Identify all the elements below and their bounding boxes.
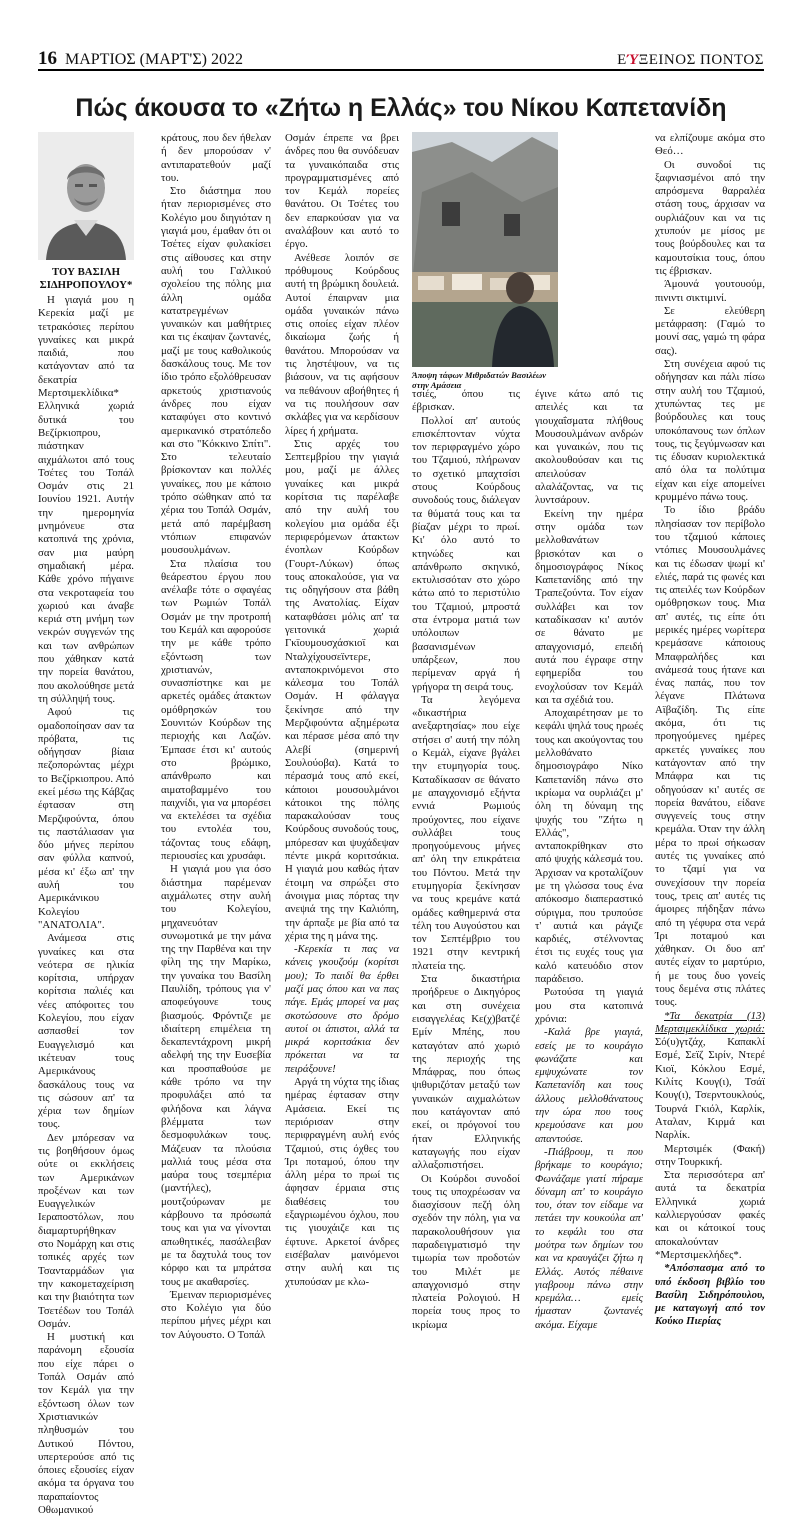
- publication-prefix: Ε: [617, 52, 627, 68]
- photo-caption: Άποψη τάφων Μιθριδατών Βασιλέων στην Αμάσεια: [412, 370, 547, 390]
- page-number: 16: [38, 48, 57, 69]
- column-5: [535, 388, 643, 1332]
- page-number-date: [38, 48, 243, 70]
- paragraph: Στα πλαίσια του θεάρεστου έργου που ανέλαβε τότε ο σφαγέας των Ρωμιών Τοπάλ Οσμάν με την προτροπή του Κεμάλ και αφορούσε την με κάθε τρόπο εξόντωση των χριστιανών, συνασπίστηκε και με αρκετές ομάδες άτακτων ομόθρησκών του Σουνιτών Κούρδων της περιοχής και Λαζών. Έμπασε έτσι κι' αυτούς στο βρώμικο, απάνθρωπο και αιματοβαμμένο του παιχνίδι, για να μπορέσει να εκτελέσει τα σχέδια του εντολέα του, τάζοντας τους εδάφη, περιουσίες και χρυσάφι.: [161, 557, 271, 863]
- column-3: [285, 132, 399, 1289]
- paragraph: Στα περισσότερα απ' αυτά τα δεκατρία Ελληνικά χωριά καλλιεργούσαν φακές και οι κάτοικοί τους αποκαλούνταν *Μερτσιμεκλήδες*.: [655, 1169, 765, 1261]
- paragraph: Άμουνά γουτουούμ, πινιντι σικτιμινί.: [655, 278, 765, 304]
- paragraph: Σε ελεύθερη μετάφραση: (Γαμώ το μουνί σας, γαμώ τη φάρα σας).: [655, 304, 765, 357]
- paragraph: Οι Κούρδοι συνοδοί τους τις υποχρέωσαν να διασχίσουν πεζή όλη σχεδόν την πόλη, για να παρακολουθήσουν για παραδειγματισμό την τιμωρία των προδοτών του Μιλέτ με απαγχονισμό στην πλατεία Ρολογιού. Η πορεία τους προς το ικρίωμα: [412, 1172, 520, 1331]
- publication-accent: Ύ: [626, 52, 639, 68]
- paragraph: Η γιαγιά μου για όσο διάστημα παρέμεναν αιχμάλωτες στην αυλή του Κολεγίου, μηχανευόταν συνωμοτικά με την μάνα της την Παρθένα και την φίλη της την Μαρίκω, την γυναίκα του Βασίλη Παυλίδη, τρόπους για ν' αποφεύγουνε τους βιασμούς. Φρόντιζε με ιδιαίτερη επιμέλεια τη δεκαπεντάχρονη μικρή αδελφή της την Ευσεβία και προσπαθούσε με κάθε τρόπο να την προφυλάξει από τα φιλήδονα και λάγνα βλέμματα των δεσμοφυλάκων τους. Μάζευαν τα πλούσια μαλλιά τους μέσα στα μαύρα τους τσεμπέρια (μαντήλες), μουτζούρωναν με κάρβουνο τα πρόσωπά τους και για να γίνονται απωθητικές, πασάλειβαν με τα δαχτυλά τους τον κόρφο και τα μπράτσα τους με ακαθαρσίες.: [161, 863, 271, 1288]
- paragraph: Αποχαιρέτησαν με το κεφάλι ψηλά τους ηρωές τους και ακούγοντας του μελλοθάνατο δημοσιογράφο Νίκο Καπετανίδη πάνω στο ικρίωμα να ουρλιάζει μ' όλη τη δύναμη της ψυχής του "Ζήτω η Ελλάς", ανταποκρίθηκαν στο από ψυχής κάλεσμά του. Άρχισαν να κροταλίζουν με τη γλώσσα τους ένα απόκοσμο διαπεραστικό σύριγμα, που τρυπούσε τ' αυτιά και ράγιζε καρδιές, στέλνοντας έτσι τις ευχές τους για καλό κατευόδιο στον παράδεισο.: [535, 707, 643, 986]
- author-note: *Απόσπασμα από το υπό έκδοση βιβλίο του Βασίλη Σιδηρόπουλου, με καταγωγή από τον Κούκο Πιερίας: [655, 1262, 765, 1328]
- paragraph: Ανάμεσα στις γυναίκες και στα νεότερα σε ηλικία κορίτσια, υπήρχαν κορίτσια παλιές και νέες απόφοιτες του Κολεγίου, που είχαν ασπασθεί τον Ευαγγελισμό και ικέτευαν τους Αμερικάνους δασκάλους τους να τις σώσουν απ' τα χέρια των δημίων τους.: [38, 932, 134, 1131]
- paragraph: Τα λεγόμενα «δικαστήρια ανεξαρτησίας» που είχε στήσει σ' αυτή την πόλη ο Κεμάλ, είχανε βγάλει την ετυμηγορία τους. Καταδίκασαν σε θάνατο με απαγχονισμό εξήντα εννιά Ρωμιούς προύχοντες, που είχανε συλλάβει τους προηγούμενους μήνες απ' όλη την επικράτεια του Πόντου. Μετά την ετυμηγορία ξεκίνησαν να τους κρεμάνε κατά ομάδες καθημερινά στα τέλη του Αυγούστου και τον Σεπτέμβριο του 1921 στην κεντρική πλατεία της.: [412, 693, 520, 972]
- quote-paragraph: -Κερεκία τι πας να κάνεις γκουζούμ (κορίτσι μου); Το παιδί θα έρθει μαζί μας όπου και να πας πάγε. Εμάς μπορεί να μας σκοτώσουνε στο δρόμο αυτοί οι άπιστοι, αλλά τα μικρά κοριτσάκια δεν πρόκειται να τα πειράξουνε!: [285, 943, 399, 1075]
- paragraph: Ανέθεσε λοιπόν σε πρόθυμους Κούρδους αυτή τη βρώμικη δουλειά. Αυτοί έπαιρναν μια ομάδα γυναικών πάνω στις οποίες είχαν πλέον δικαίωμα ζωής ή θανάτου. Μπορούσαν να τις ληστέψουν, να τις βιάσουν, να τις αφήσουν να πεθάνουν αβοήθητες ή να τις πουλήσουν σαν σκλάβες για να κερδίσουν λίρες ή χρήματα.: [285, 251, 399, 437]
- paragraph: Πολλοί απ' αυτούς επισκέπτονταν νύχτα τον περιφραγμένο χώρο του Τζαμιού, πλήρωναν το σχετικό μπαχτσίσι στους Κούρδους συνοδούς τους, διάλεγαν τα θύματά τους και τα βίαζαν μέχρι το πρωί. Κι' όλο αυτό το κτηνώδες και απάνθρωπο σκηνικό, εκτυλισσόταν στο χώρο κάτω από το περιστύλιο του Τζαμιού, μπροστά στα έντρομα ματιά των υπόλοιπων βασανισμένων υπάρξεων, που περίμεναν αργά ή γρήγορα τη σειρά τους.: [412, 414, 520, 693]
- footnote-text: Σό(υ)γτζάχ, Καπακλί Εσμέ, Σεϊζ Σιρίν, Ντερέ Κιοϊ, Κόκλου Εσμέ, Κιλίτς Κουγ(ι), Τσάϊ Κουγ(ι), Τσερντουκλούς, Τουρνά Γκιόλ, Καρλίκ, Αταλαν, Κιρμά και Ναρλίκ.: [655, 1036, 765, 1142]
- footnote: [655, 1010, 765, 1143]
- quote-paragraph: -Καλά βρε γιαγιά, εσείς με το κουράγιο φωνάζατε και εμψυχώνατε τον Καπετανίδη και τους άλλους μελλοθάνατους την ώρα που τους κρεμούσανε και μου απαντούσε.: [535, 1026, 643, 1145]
- paragraph: Στα δικαστήρια προήδρευε ο Δικηγόρος και στη συνέχεια εισαγγελέας Κε(χ)βατζέ Εμίν Μπέης, που καταγόταν από χωριό της περιοχής της Μπάφρας, που όπως ψιθυριζόταν μεταξύ των γυναικών αιχμαλώτων που κατάγονταν από εκεί, οι πρόγονοί του ήταν Ελληνικής καταγωγής που είχαν αλλαξοπιστήσει.: [412, 973, 520, 1172]
- column-6: [655, 132, 765, 1329]
- paragraph: Αργά τη νύχτα της ίδιας ημέρας έφτασαν στην Αμάσεια. Εκεί τις περιόρισαν στην περιφραγμένη αυλή ενός Τζαμιού, στις όχθες του Ίρι ποταμού, όπου την άλλη μέρα το πρωί τις άφησαν έρμαια στις διαθέσεις του εξαγριωμένου όχλου, που τις γιουχάιζε και τις έφτυνε. Αρκετοί άνδρες εισέβαλαν μαινόμενοι στην αυλή και τις χτυπούσαν με κλω-: [285, 1076, 399, 1288]
- issue-date: ΜΑΡΤΙΟΣ (ΜΑΡΤ'Σ) 2022: [65, 51, 243, 68]
- column-1: [38, 294, 134, 1517]
- paragraph: Στη συνέχεια αφού τις οδήγησαν και πάλι πίσω στην αυλή του Τζαμιού, χτυπώντας τες με βούρδουλες και τους υποκόπανους των όπλων τους, τις ξεγύμνωσαν και τις έδυσαν κυριολεκτικά από όλα τα πολύτιμα είχαν και είχε απομείνει κρυμμένο πάνω τους.: [655, 358, 765, 504]
- amasya-tombs-photo: [412, 132, 558, 367]
- paragraph: Ρωτούσα τη γιαγιά μου στα κατοπινά χρόνια:: [535, 986, 643, 1025]
- author-portrait-image: [38, 132, 134, 260]
- byline: ΤΟΥ ΒΑΣΙΛΗ ΣΙΔΗΡΟΠΟΥΛΟΥ*: [39, 266, 133, 291]
- author-portrait: [38, 132, 134, 260]
- paragraph: κράτους, που δεν ήθελαν ή δεν μπορούσαν ν' αντιπαρατεθούν μαζί του.: [161, 132, 271, 184]
- paragraph: Οι συνοδοί τις ξαφνιασμένοι από την απρόσμενα θαρραλέα στάση τους, άρχισαν να ουρλιάζουν και να τις χτυπούν με μίσος με τους βούρδουλες και τα καμουτσίκια τους, όπου τις έβρισκαν.: [655, 158, 765, 277]
- paragraph: τσιές, όπου τις έβρισκαν.: [412, 388, 520, 414]
- header-rule: [38, 69, 764, 71]
- paragraph: Εκείνη την ημέρα στην ομάδα των μελλοθανάτων βρισκόταν και ο δημοσιογράφος Νίκος Καπετανίδης από την Τραπεζούντα. Τον είχαν συλλάβει και τον καταδίκασαν κι' αυτόν σε θάνατο με απαγχονισμό, επειδή αυτά που έγραφε στην εφημερίδα του ενοχλούσαν τον Κεμάλ και τα σχέδιά του.: [535, 507, 643, 706]
- publication-rest: ΞΕΙΝΟΣ ΠΟΝΤΟΣ: [638, 52, 764, 68]
- column-4: [412, 388, 520, 1332]
- paragraph: Το ίδιο βράδυ πλησίασαν τον περίβολο του τζαμιού κάποιες ντόπιες Μουσουλμάνες και τις έδωσαν ψωμί κι' ελιές, παρά τις φωνές και τις απειλές των Κούρδων ομόθρησκων τους. Μια απ' αυτές, τις είπε ότι μερικές ημέρες νωρίτερα κρεμάσανε κάποιους Μπαφραλήδες και ανάμεσά τους ήτανε και ένας παπάς, που τον λέγανε Πλάτωνα Αϊβαζίδη. Τις είπε ακόμα, ότι τις προηγούμενες ημέρες αρκετές γυναίκες που κατάγονταν από την Μπάφρα και τις οδηγούσαν κι' αυτές σε πορεία θανάτου, είδανε συγγενείς τους στην κρεμάλα. Όταν την άλλη μέρα το πρωί σήκωσαν αυτές τις γυναίκες από το τζαμί για να συνεχίσουν την πορεία τους, τρεις απ' αυτές τις άμοιρες πήδηξαν πάνω από τη γέφυρα στα νερά Ίρι ποταμού και χάθηκαν. Οι δυο απ' αυτές είχαν το μαρτύριο, ή με τους δυο γονείς τους δεμένα στις πλάτες τους.: [655, 504, 765, 1009]
- paragraph: Δεν μπόρεσαν να τις βοηθήσουν όμως ούτε οι εκκλήσεις των Αμερικάνων προξένων και των Ευαγγελικών Ιεραποστόλων, που διαμαρτυρήθηκαν στο Νομάρχη και στις τοπικές αρχές των Τσανταρμάδων για την κακομεταχείριση και την βιαιότητα των Τσετέδων του Τοπάλ Οσμάν.: [38, 1131, 134, 1330]
- column-2: [161, 132, 271, 1342]
- paragraph: Η μυστική και παράνομη εξουσία που είχε πάρει ο Τοπάλ Οσμάν από τον Κεμάλ για την εξόντωση όλων των Χριστιανικών πληθυσμών του Δυτικού Πόντου, υπερτερούσε από τις όποιες εξουσίες είχαν ακόμα τα όργανα του παραπαίοντος Οθωμανικού: [38, 1331, 134, 1517]
- paragraph: Η γιαγιά μου η Κερεκία μαζί με τετρακόσιες περίπου γυναίκες και μικρά παιδιά, που κατάγονταν από τα δεκατρία Μερτσιμεκλίδικα* Ελληνικά χωριά δυτικά του Βεζίρκιοπρου, πιάστηκαν αιχμάλωτοι από τους Τσέτες του Τοπάλ Οσμάν στις 21 Ιουνίου 1921. Αυτήν την ημερομηνία μνημόνευε στα κατοπινά της χρόνια, σαν μια μαύρη σημαδιακή μέρα. Κάθε χρόνο πήγαινε στα νεκροταφεία του χωριού και άναβε κεριά στη μνήμη των νεκρών συγγενών της και των ανθρώπων που χάθηκαν κατά την πορεία θανάτου, που ακολούθησε μετά τη σύλληψή τους.: [38, 294, 134, 705]
- quote-paragraph: -Πιάβρουμ, τι που βρήκαμε το κουράγιο; Φωνάζαμε γιατί πήραμε δύναμη απ' το κουράγιο του, όταν τον είδαμε να πετάει την κουκούλα απ' το κεφάλι του στα μούτρα των δημίων του και να κραυγάζει ζήτω η Ελλάς. Αυτός πέθαινε γιαβρουμ πάνω στην κρεμάλα… εμείς ήμασταν ζωντανές ακόμα. Είχαμε: [535, 1145, 643, 1331]
- footnote-label: *Τα δεκατρία (13) Μερτσιμεκλίδικα χωριά:: [655, 1009, 765, 1035]
- paragraph: Αφού τις ομαδοποίησαν σαν τα πρόβατα, τις οδήγησαν βίαια πεζοπορώντας μέχρι το Βεζίρκιοπρου. Από εκεί μέσω της Κάβζας έφτασαν στη Μερζιφούντα, όπου τις παστάλιασαν για δύο μήνες περίπου σαν φύλλα καπνού, μέσα κι' έξω απ' την αυλή του Αμερικάνικου Κολεγίου "ΑΝΑΤΟΛΙΑ".: [38, 706, 134, 931]
- paragraph: Έμειναν περιορισμένες στο Κολέγιο για δύο περίπου μήνες μέχρι και τον Αύγουστο. Ο Τοπάλ: [161, 1288, 271, 1341]
- paragraph: έγινε κάτω από τις απειλές και τα γιουχαΐσματα πλήθους Μουσουλμάνων ανδρών και γυναικών, που τις ακολουθούσαν και τις απειλούσαν αλαλάζοντας, να τις λυντσάρουν.: [535, 388, 643, 507]
- publication-name: [617, 52, 764, 69]
- article-photo: [412, 132, 558, 367]
- paragraph: Μερτσιμέκ (Φακή) στην Τουρκική.: [655, 1142, 765, 1168]
- paragraph: Στο διάστημα που ήταν περιορισμένες στο Κολέγιο μου διηγιόταν η γιαγιά μου, έμαθαν ότι οι Τσέτες είχαν φυλακίσει στις αίθουσες και στην αυλή του Γαλλικού σχολείου της πόλης μια άλλη ομάδα κατατρεγμένων γυναικών και μαθήτριες και τις έκαψαν ζωντανές, μαζί με τους καθολικούς δασκάλους τους. Με τον ίδιο τρόπο εξολόθρευσαν αρκετούς χριστιανούς άνδρες που είχαν καταφύγει στο κοντινό αμερικανικό στρατόπεδο και στο "Κόκκινο Σπίτι". Στο τελευταίο βρίσκονταν και πολλές γυναίκες, που με κάποιο τρόπο σώθηκαν από τα χέρια του Τοπάλ Οσμάν, μετά από παρέμβαση ντόπιων επιφανών μουσουλμάνων.: [161, 185, 271, 557]
- page-header: [38, 48, 764, 68]
- paragraph: Στις αρχές του Σεπτεμβρίου την γιαγιά μου, μαζί με άλλες γυναίκες και μικρά κορίτσια τις παρέλαβε από την αυλή του κολεγίου μια ομάδα έξι περιφερόμενων άτακτων ένοπλων Κούρδων (Γουρτ-Λύκων) όπως τους αποκαλούσε, για να τις οδηγήσουν στα βάθη της Ανατολίας. Είχαν καταφθάσει μόλις απ' τα γειτονικά χωριά Γκϊουμουσχάσκιοϊ και Νταλχίχουσεϊντερε, ανταποκρινόμενοι στο κάλεσμα του Τοπάλ Οσμάν. Η φάλαγγα ξεκίνησε από την Μερζιφούντα αξημέρωτα και πέρασε μέσα από την Αλεβί (σημερινή Σουλούοβα). Κατά το πέρασμά τους από εκεί, κάποιοι μουσουλμάνοι κάτοικοι της πόλης παρακαλούσαν τους Κούρδους συνοδούς τους, μπόρεσαν και ψυχάδεψαν πέντε μικρά κοριτσάκια. Η γιαγιά μου καθώς ήταν έτοιμη να σπρώξει στο άνοιγμα μιας πόρτας την ανεψιά της την Καλιόπη, την άρπαξε με βία από τα χέρια της η μάνα της.: [285, 437, 399, 942]
- article-headline: Πώς άκουσα το «Ζήτω η Ελλάς» του Νίκου Καπετανίδη: [75, 94, 727, 122]
- paragraph: Οσμάν έπρεπε να βρει άνδρες που θα συνόδευαν τα γυναικόπαιδα στις προγραμματισμένες από τον Κεμάλ πορείες θανάτου. Οι Τσέτες του δεν επαρκούσαν για να αναλάβουν και αυτό το έργο.: [285, 132, 399, 251]
- paragraph: να ελπίζουμε ακόμα στο Θεό…: [655, 132, 765, 158]
